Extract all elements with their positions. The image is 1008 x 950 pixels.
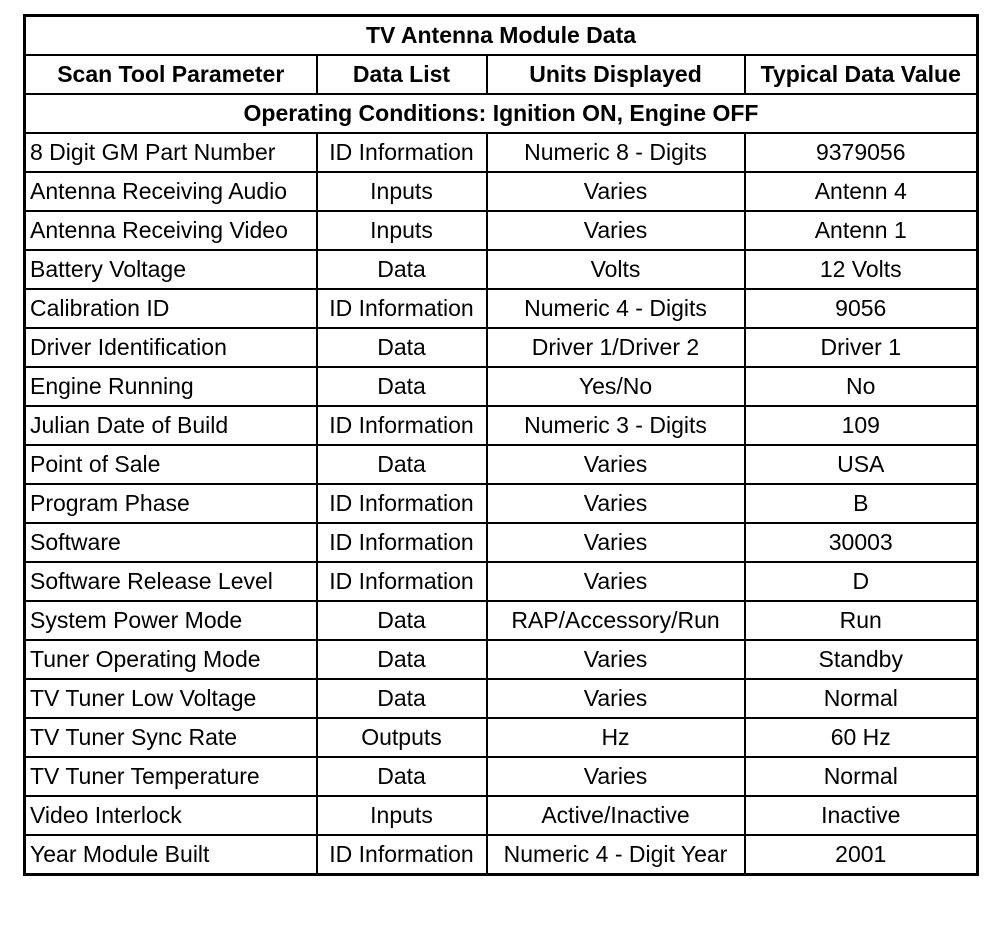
typical-value-cell: No — [745, 367, 978, 406]
units-cell: Numeric 3 - Digits — [487, 406, 745, 445]
parameter-cell: 8 Digit GM Part Number — [25, 133, 317, 172]
data-list-cell: ID Information — [317, 484, 487, 523]
table-row — [25, 328, 978, 367]
units-cell: Varies — [487, 679, 745, 718]
parameter-cell: System Power Mode — [25, 601, 317, 640]
parameter-cell: Antenna Receiving Video — [25, 211, 317, 250]
data-list-cell: Inputs — [317, 796, 487, 835]
data-list-cell: Data — [317, 640, 487, 679]
units-cell: Varies — [487, 757, 745, 796]
units-cell: RAP/Accessory/Run — [487, 601, 745, 640]
parameter-cell: Program Phase — [25, 484, 317, 523]
typical-value-cell: Inactive — [745, 796, 978, 835]
units-cell: Varies — [487, 523, 745, 562]
parameter-cell: Tuner Operating Mode — [25, 640, 317, 679]
data-list-cell: ID Information — [317, 406, 487, 445]
typical-value-cell: 9056 — [745, 289, 978, 328]
table-row — [25, 640, 978, 679]
table-row — [25, 445, 978, 484]
typical-value-cell: Normal — [745, 679, 978, 718]
typical-value-cell: 9379056 — [745, 133, 978, 172]
typical-value-cell: B — [745, 484, 978, 523]
table-row — [25, 835, 978, 875]
table-body — [25, 133, 978, 875]
data-list-cell: Data — [317, 250, 487, 289]
title-row — [25, 16, 978, 56]
parameter-cell: TV Tuner Temperature — [25, 757, 317, 796]
typical-value-cell: 109 — [745, 406, 978, 445]
table-row — [25, 562, 978, 601]
data-list-cell: Data — [317, 367, 487, 406]
parameter-cell: Software Release Level — [25, 562, 317, 601]
typical-value-cell: Standby — [745, 640, 978, 679]
table-row — [25, 367, 978, 406]
header-typical-data-value: Typical Data Value — [745, 55, 978, 94]
units-cell: Active/Inactive — [487, 796, 745, 835]
table-row — [25, 250, 978, 289]
typical-value-cell: 30003 — [745, 523, 978, 562]
units-cell: Varies — [487, 484, 745, 523]
units-cell: Varies — [487, 562, 745, 601]
units-cell: Yes/No — [487, 367, 745, 406]
table-container — [23, 14, 979, 876]
table-row — [25, 133, 978, 172]
table-row — [25, 211, 978, 250]
table-row — [25, 523, 978, 562]
data-list-cell: ID Information — [317, 562, 487, 601]
data-list-cell: ID Information — [317, 523, 487, 562]
units-cell: Varies — [487, 640, 745, 679]
typical-value-cell: 60 Hz — [745, 718, 978, 757]
data-list-cell: Inputs — [317, 211, 487, 250]
header-scan-tool-parameter: Scan Tool Parameter — [25, 55, 317, 94]
units-cell: Varies — [487, 445, 745, 484]
typical-value-cell: 2001 — [745, 835, 978, 875]
table-row — [25, 757, 978, 796]
tv-antenna-module-data-table — [23, 14, 979, 876]
parameter-cell: Video Interlock — [25, 796, 317, 835]
typical-value-cell: Antenn 4 — [745, 172, 978, 211]
parameter-cell: TV Tuner Sync Rate — [25, 718, 317, 757]
header-data-list: Data List — [317, 55, 487, 94]
parameter-cell: Year Module Built — [25, 835, 317, 875]
units-cell: Numeric 4 - Digit Year — [487, 835, 745, 875]
parameter-cell: Antenna Receiving Audio — [25, 172, 317, 211]
parameter-cell: Battery Voltage — [25, 250, 317, 289]
data-list-cell: ID Information — [317, 133, 487, 172]
parameter-cell: Calibration ID — [25, 289, 317, 328]
units-cell: Driver 1/Driver 2 — [487, 328, 745, 367]
operating-conditions: Operating Conditions: Ignition ON, Engine OFF — [25, 94, 978, 133]
typical-value-cell: D — [745, 562, 978, 601]
data-list-cell: Data — [317, 328, 487, 367]
units-cell: Varies — [487, 211, 745, 250]
operating-conditions-row — [25, 94, 978, 133]
table-row — [25, 484, 978, 523]
table-row — [25, 679, 978, 718]
data-list-cell: Data — [317, 757, 487, 796]
data-list-cell: Data — [317, 445, 487, 484]
table-row — [25, 796, 978, 835]
units-cell: Varies — [487, 172, 745, 211]
typical-value-cell: Antenn 1 — [745, 211, 978, 250]
parameter-cell: TV Tuner Low Voltage — [25, 679, 317, 718]
table-row — [25, 601, 978, 640]
units-cell: Volts — [487, 250, 745, 289]
parameter-cell: Point of Sale — [25, 445, 317, 484]
header-row — [25, 55, 978, 94]
data-list-cell: Data — [317, 601, 487, 640]
table-row — [25, 289, 978, 328]
typical-value-cell: Run — [745, 601, 978, 640]
table-row — [25, 172, 978, 211]
units-cell: Numeric 8 - Digits — [487, 133, 745, 172]
table-title: TV Antenna Module Data — [25, 16, 978, 56]
parameter-cell: Engine Running — [25, 367, 317, 406]
units-cell: Numeric 4 - Digits — [487, 289, 745, 328]
parameter-cell: Driver Identification — [25, 328, 317, 367]
units-cell: Hz — [487, 718, 745, 757]
data-list-cell: ID Information — [317, 289, 487, 328]
table-row — [25, 718, 978, 757]
header-units-displayed: Units Displayed — [487, 55, 745, 94]
table-row — [25, 406, 978, 445]
typical-value-cell: Driver 1 — [745, 328, 978, 367]
typical-value-cell: Normal — [745, 757, 978, 796]
data-list-cell: Outputs — [317, 718, 487, 757]
data-list-cell: Inputs — [317, 172, 487, 211]
data-list-cell: Data — [317, 679, 487, 718]
typical-value-cell: 12 Volts — [745, 250, 978, 289]
data-list-cell: ID Information — [317, 835, 487, 875]
parameter-cell: Julian Date of Build — [25, 406, 317, 445]
parameter-cell: Software — [25, 523, 317, 562]
typical-value-cell: USA — [745, 445, 978, 484]
